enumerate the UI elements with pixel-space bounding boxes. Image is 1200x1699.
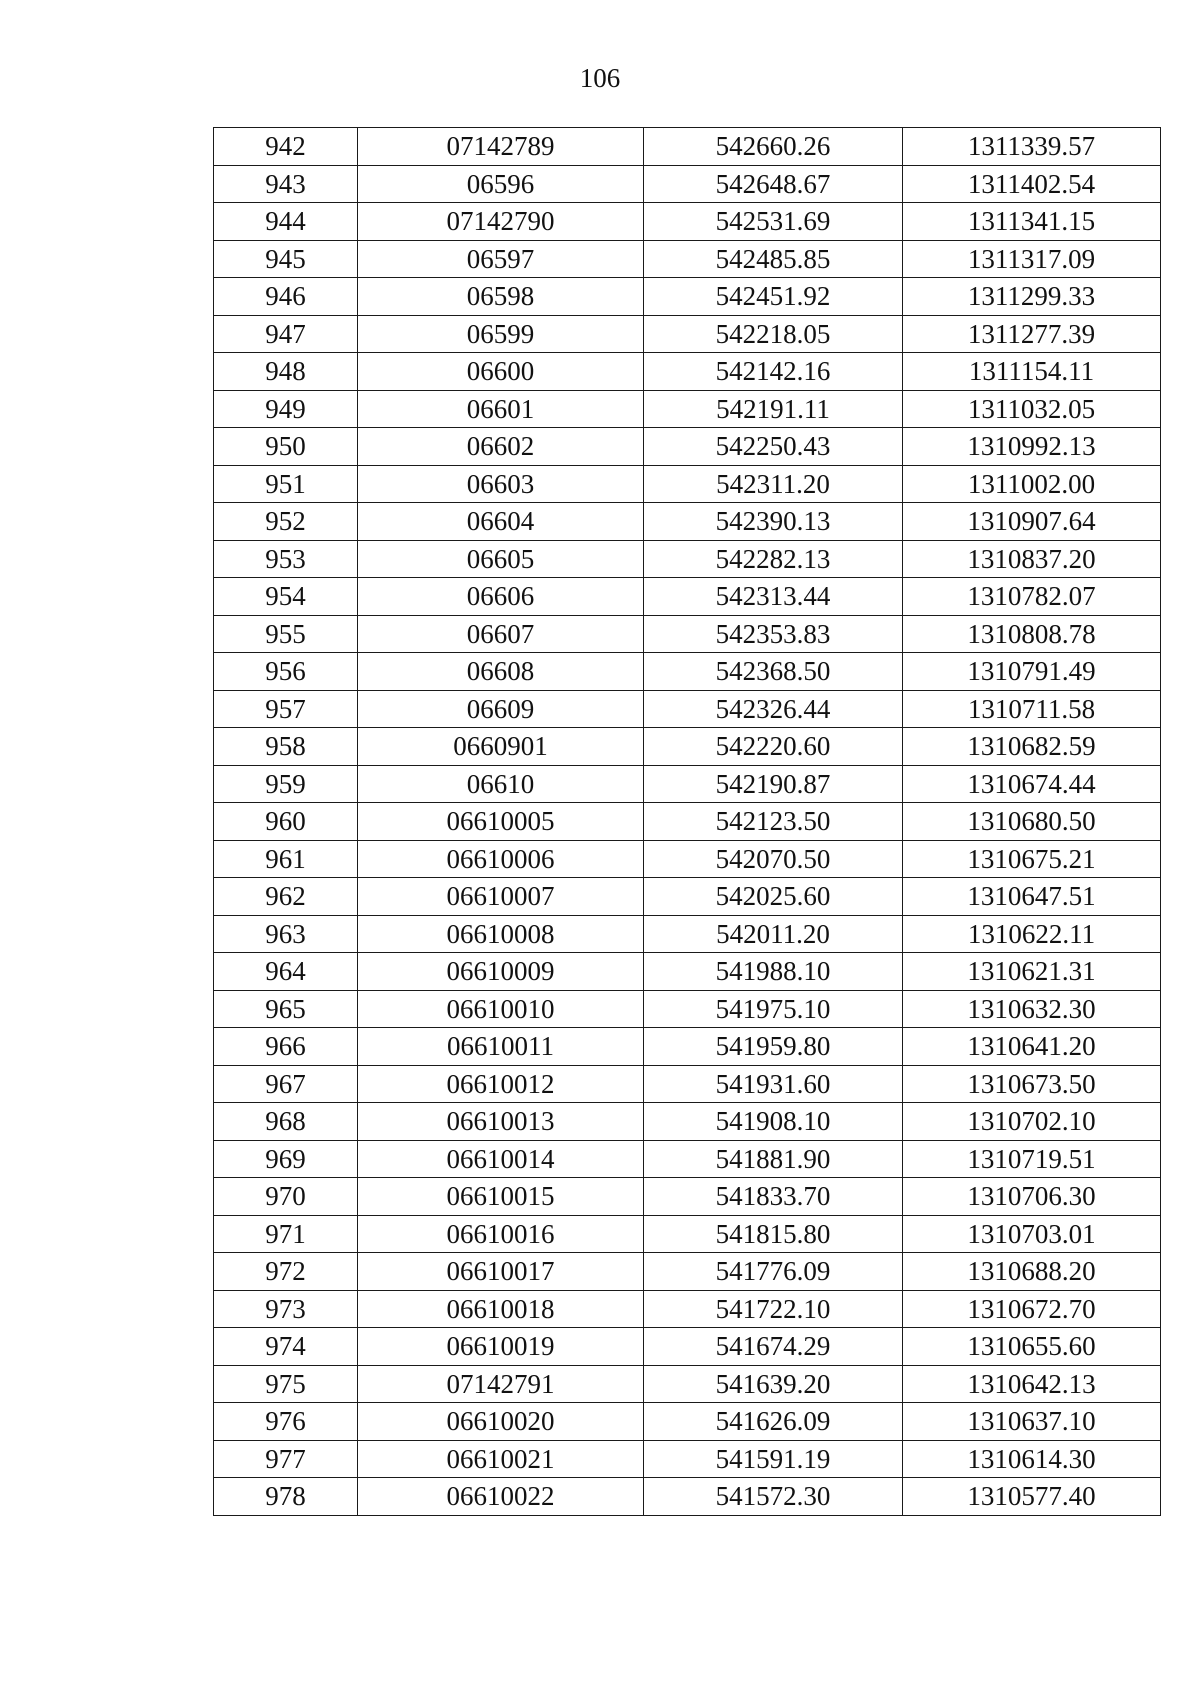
y-coordinate-cell: 1311154.11 <box>903 353 1161 391</box>
point-id-cell: 06610009 <box>358 953 644 991</box>
point-number-cell: 975 <box>214 1365 358 1403</box>
point-id-cell: 06610022 <box>358 1478 644 1516</box>
table-row <box>214 915 1161 953</box>
y-coordinate-cell: 1310992.13 <box>903 428 1161 466</box>
table-row <box>214 540 1161 578</box>
y-coordinate-cell: 1310674.44 <box>903 765 1161 803</box>
point-id-cell: 06610006 <box>358 840 644 878</box>
point-number-cell: 959 <box>214 765 358 803</box>
table-row <box>214 1065 1161 1103</box>
x-coordinate-cell: 542390.13 <box>644 503 903 541</box>
point-id-cell: 06610010 <box>358 990 644 1028</box>
table-row <box>214 765 1161 803</box>
y-coordinate-cell: 1311277.39 <box>903 315 1161 353</box>
table-row <box>214 465 1161 503</box>
point-id-cell: 06610016 <box>358 1215 644 1253</box>
table-row <box>214 1028 1161 1066</box>
y-coordinate-cell: 1310621.31 <box>903 953 1161 991</box>
point-id-cell: 06610 <box>358 765 644 803</box>
table-row <box>214 690 1161 728</box>
point-id-cell: 06610013 <box>358 1103 644 1141</box>
point-id-cell: 06596 <box>358 165 644 203</box>
y-coordinate-cell: 1311032.05 <box>903 390 1161 428</box>
y-coordinate-cell: 1311339.57 <box>903 128 1161 166</box>
point-number-cell: 942 <box>214 128 358 166</box>
table-row <box>214 353 1161 391</box>
point-id-cell: 0660901 <box>358 728 644 766</box>
point-number-cell: 960 <box>214 803 358 841</box>
x-coordinate-cell: 542011.20 <box>644 915 903 953</box>
coordinates-table <box>213 127 1161 1516</box>
x-coordinate-cell: 541881.90 <box>644 1140 903 1178</box>
point-id-cell: 06610012 <box>358 1065 644 1103</box>
point-id-cell: 07142790 <box>358 203 644 241</box>
y-coordinate-cell: 1311341.15 <box>903 203 1161 241</box>
x-coordinate-cell: 542326.44 <box>644 690 903 728</box>
point-number-cell: 956 <box>214 653 358 691</box>
point-number-cell: 946 <box>214 278 358 316</box>
table-row <box>214 990 1161 1028</box>
point-number-cell: 974 <box>214 1328 358 1366</box>
point-number-cell: 962 <box>214 878 358 916</box>
point-number-cell: 964 <box>214 953 358 991</box>
x-coordinate-cell: 542250.43 <box>644 428 903 466</box>
table-row <box>214 1103 1161 1141</box>
x-coordinate-cell: 541975.10 <box>644 990 903 1028</box>
table-row <box>214 1478 1161 1516</box>
x-coordinate-cell: 541815.80 <box>644 1215 903 1253</box>
table-row <box>214 1365 1161 1403</box>
table-row <box>214 1403 1161 1441</box>
table-row <box>214 1290 1161 1328</box>
point-id-cell: 06608 <box>358 653 644 691</box>
point-number-cell: 976 <box>214 1403 358 1441</box>
x-coordinate-cell: 541626.09 <box>644 1403 903 1441</box>
x-coordinate-cell: 542142.16 <box>644 353 903 391</box>
table-row <box>214 1440 1161 1478</box>
point-number-cell: 945 <box>214 240 358 278</box>
point-number-cell: 943 <box>214 165 358 203</box>
point-number-cell: 947 <box>214 315 358 353</box>
table-row <box>214 953 1161 991</box>
point-number-cell: 968 <box>214 1103 358 1141</box>
x-coordinate-cell: 541988.10 <box>644 953 903 991</box>
point-id-cell: 06610015 <box>358 1178 644 1216</box>
point-id-cell: 06610005 <box>358 803 644 841</box>
point-id-cell: 06610014 <box>358 1140 644 1178</box>
x-coordinate-cell: 542313.44 <box>644 578 903 616</box>
point-id-cell: 06610018 <box>358 1290 644 1328</box>
y-coordinate-cell: 1310642.13 <box>903 1365 1161 1403</box>
point-id-cell: 06602 <box>358 428 644 466</box>
point-id-cell: 06597 <box>358 240 644 278</box>
point-id-cell: 06610008 <box>358 915 644 953</box>
point-id-cell: 06605 <box>358 540 644 578</box>
y-coordinate-cell: 1311317.09 <box>903 240 1161 278</box>
y-coordinate-cell: 1310702.10 <box>903 1103 1161 1141</box>
point-id-cell: 06610017 <box>358 1253 644 1291</box>
point-number-cell: 958 <box>214 728 358 766</box>
point-id-cell: 06609 <box>358 690 644 728</box>
x-coordinate-cell: 541639.20 <box>644 1365 903 1403</box>
y-coordinate-cell: 1310682.59 <box>903 728 1161 766</box>
point-number-cell: 963 <box>214 915 358 953</box>
table-row <box>214 653 1161 691</box>
table-row <box>214 615 1161 653</box>
point-id-cell: 07142789 <box>358 128 644 166</box>
point-number-cell: 966 <box>214 1028 358 1066</box>
table-row <box>214 1140 1161 1178</box>
point-id-cell: 06603 <box>358 465 644 503</box>
table-row <box>214 240 1161 278</box>
y-coordinate-cell: 1311299.33 <box>903 278 1161 316</box>
x-coordinate-cell: 541776.09 <box>644 1253 903 1291</box>
point-id-cell: 06600 <box>358 353 644 391</box>
point-id-cell: 06610019 <box>358 1328 644 1366</box>
point-id-cell: 06606 <box>358 578 644 616</box>
x-coordinate-cell: 541833.70 <box>644 1178 903 1216</box>
y-coordinate-cell: 1310673.50 <box>903 1065 1161 1103</box>
x-coordinate-cell: 541931.60 <box>644 1065 903 1103</box>
y-coordinate-cell: 1311402.54 <box>903 165 1161 203</box>
y-coordinate-cell: 1310808.78 <box>903 615 1161 653</box>
y-coordinate-cell: 1310614.30 <box>903 1440 1161 1478</box>
y-coordinate-cell: 1311002.00 <box>903 465 1161 503</box>
table-row <box>214 878 1161 916</box>
x-coordinate-cell: 542660.26 <box>644 128 903 166</box>
y-coordinate-cell: 1310711.58 <box>903 690 1161 728</box>
x-coordinate-cell: 542070.50 <box>644 840 903 878</box>
point-number-cell: 973 <box>214 1290 358 1328</box>
y-coordinate-cell: 1310632.30 <box>903 990 1161 1028</box>
table-row <box>214 315 1161 353</box>
y-coordinate-cell: 1310672.70 <box>903 1290 1161 1328</box>
x-coordinate-cell: 541674.29 <box>644 1328 903 1366</box>
x-coordinate-cell: 542220.60 <box>644 728 903 766</box>
point-number-cell: 954 <box>214 578 358 616</box>
y-coordinate-cell: 1310655.60 <box>903 1328 1161 1366</box>
y-coordinate-cell: 1310706.30 <box>903 1178 1161 1216</box>
y-coordinate-cell: 1310647.51 <box>903 878 1161 916</box>
y-coordinate-cell: 1310719.51 <box>903 1140 1161 1178</box>
y-coordinate-cell: 1310675.21 <box>903 840 1161 878</box>
x-coordinate-cell: 542282.13 <box>644 540 903 578</box>
x-coordinate-cell: 542190.87 <box>644 765 903 803</box>
point-number-cell: 972 <box>214 1253 358 1291</box>
table-row <box>214 728 1161 766</box>
x-coordinate-cell: 542311.20 <box>644 465 903 503</box>
table-row <box>214 1253 1161 1291</box>
table-row <box>214 278 1161 316</box>
point-number-cell: 949 <box>214 390 358 428</box>
table-row <box>214 578 1161 616</box>
x-coordinate-cell: 542353.83 <box>644 615 903 653</box>
x-coordinate-cell: 541572.30 <box>644 1478 903 1516</box>
table-row <box>214 390 1161 428</box>
point-id-cell: 06598 <box>358 278 644 316</box>
y-coordinate-cell: 1310622.11 <box>903 915 1161 953</box>
table-row <box>214 428 1161 466</box>
point-id-cell: 06610007 <box>358 878 644 916</box>
y-coordinate-cell: 1310782.07 <box>903 578 1161 616</box>
point-id-cell: 06610011 <box>358 1028 644 1066</box>
table-row <box>214 1328 1161 1366</box>
point-number-cell: 969 <box>214 1140 358 1178</box>
point-id-cell: 06599 <box>358 315 644 353</box>
x-coordinate-cell: 542485.85 <box>644 240 903 278</box>
x-coordinate-cell: 542218.05 <box>644 315 903 353</box>
point-number-cell: 950 <box>214 428 358 466</box>
y-coordinate-cell: 1310641.20 <box>903 1028 1161 1066</box>
table-row <box>214 203 1161 241</box>
table-row <box>214 1215 1161 1253</box>
point-id-cell: 06610020 <box>358 1403 644 1441</box>
point-number-cell: 952 <box>214 503 358 541</box>
table-row <box>214 128 1161 166</box>
y-coordinate-cell: 1310680.50 <box>903 803 1161 841</box>
y-coordinate-cell: 1310791.49 <box>903 653 1161 691</box>
x-coordinate-cell: 541959.80 <box>644 1028 903 1066</box>
point-number-cell: 967 <box>214 1065 358 1103</box>
point-id-cell: 06604 <box>358 503 644 541</box>
x-coordinate-cell: 542123.50 <box>644 803 903 841</box>
point-number-cell: 944 <box>214 203 358 241</box>
point-number-cell: 965 <box>214 990 358 1028</box>
point-number-cell: 955 <box>214 615 358 653</box>
x-coordinate-cell: 542451.92 <box>644 278 903 316</box>
point-id-cell: 06610021 <box>358 1440 644 1478</box>
table-row <box>214 840 1161 878</box>
table-row <box>214 503 1161 541</box>
point-number-cell: 953 <box>214 540 358 578</box>
point-number-cell: 951 <box>214 465 358 503</box>
y-coordinate-cell: 1310703.01 <box>903 1215 1161 1253</box>
x-coordinate-cell: 542648.67 <box>644 165 903 203</box>
point-number-cell: 970 <box>214 1178 358 1216</box>
point-number-cell: 948 <box>214 353 358 391</box>
point-number-cell: 957 <box>214 690 358 728</box>
point-number-cell: 971 <box>214 1215 358 1253</box>
x-coordinate-cell: 542191.11 <box>644 390 903 428</box>
point-number-cell: 977 <box>214 1440 358 1478</box>
coordinates-table-body <box>214 128 1161 1516</box>
y-coordinate-cell: 1310577.40 <box>903 1478 1161 1516</box>
y-coordinate-cell: 1310907.64 <box>903 503 1161 541</box>
x-coordinate-cell: 541591.19 <box>644 1440 903 1478</box>
x-coordinate-cell: 541722.10 <box>644 1290 903 1328</box>
point-id-cell: 06601 <box>358 390 644 428</box>
point-number-cell: 978 <box>214 1478 358 1516</box>
y-coordinate-cell: 1310688.20 <box>903 1253 1161 1291</box>
y-coordinate-cell: 1310637.10 <box>903 1403 1161 1441</box>
x-coordinate-cell: 542368.50 <box>644 653 903 691</box>
table-row <box>214 803 1161 841</box>
x-coordinate-cell: 541908.10 <box>644 1103 903 1141</box>
table-row <box>214 1178 1161 1216</box>
point-number-cell: 961 <box>214 840 358 878</box>
point-id-cell: 07142791 <box>358 1365 644 1403</box>
y-coordinate-cell: 1310837.20 <box>903 540 1161 578</box>
x-coordinate-cell: 542025.60 <box>644 878 903 916</box>
x-coordinate-cell: 542531.69 <box>644 203 903 241</box>
page-number: 106 <box>579 63 621 93</box>
table-row <box>214 165 1161 203</box>
point-id-cell: 06607 <box>358 615 644 653</box>
